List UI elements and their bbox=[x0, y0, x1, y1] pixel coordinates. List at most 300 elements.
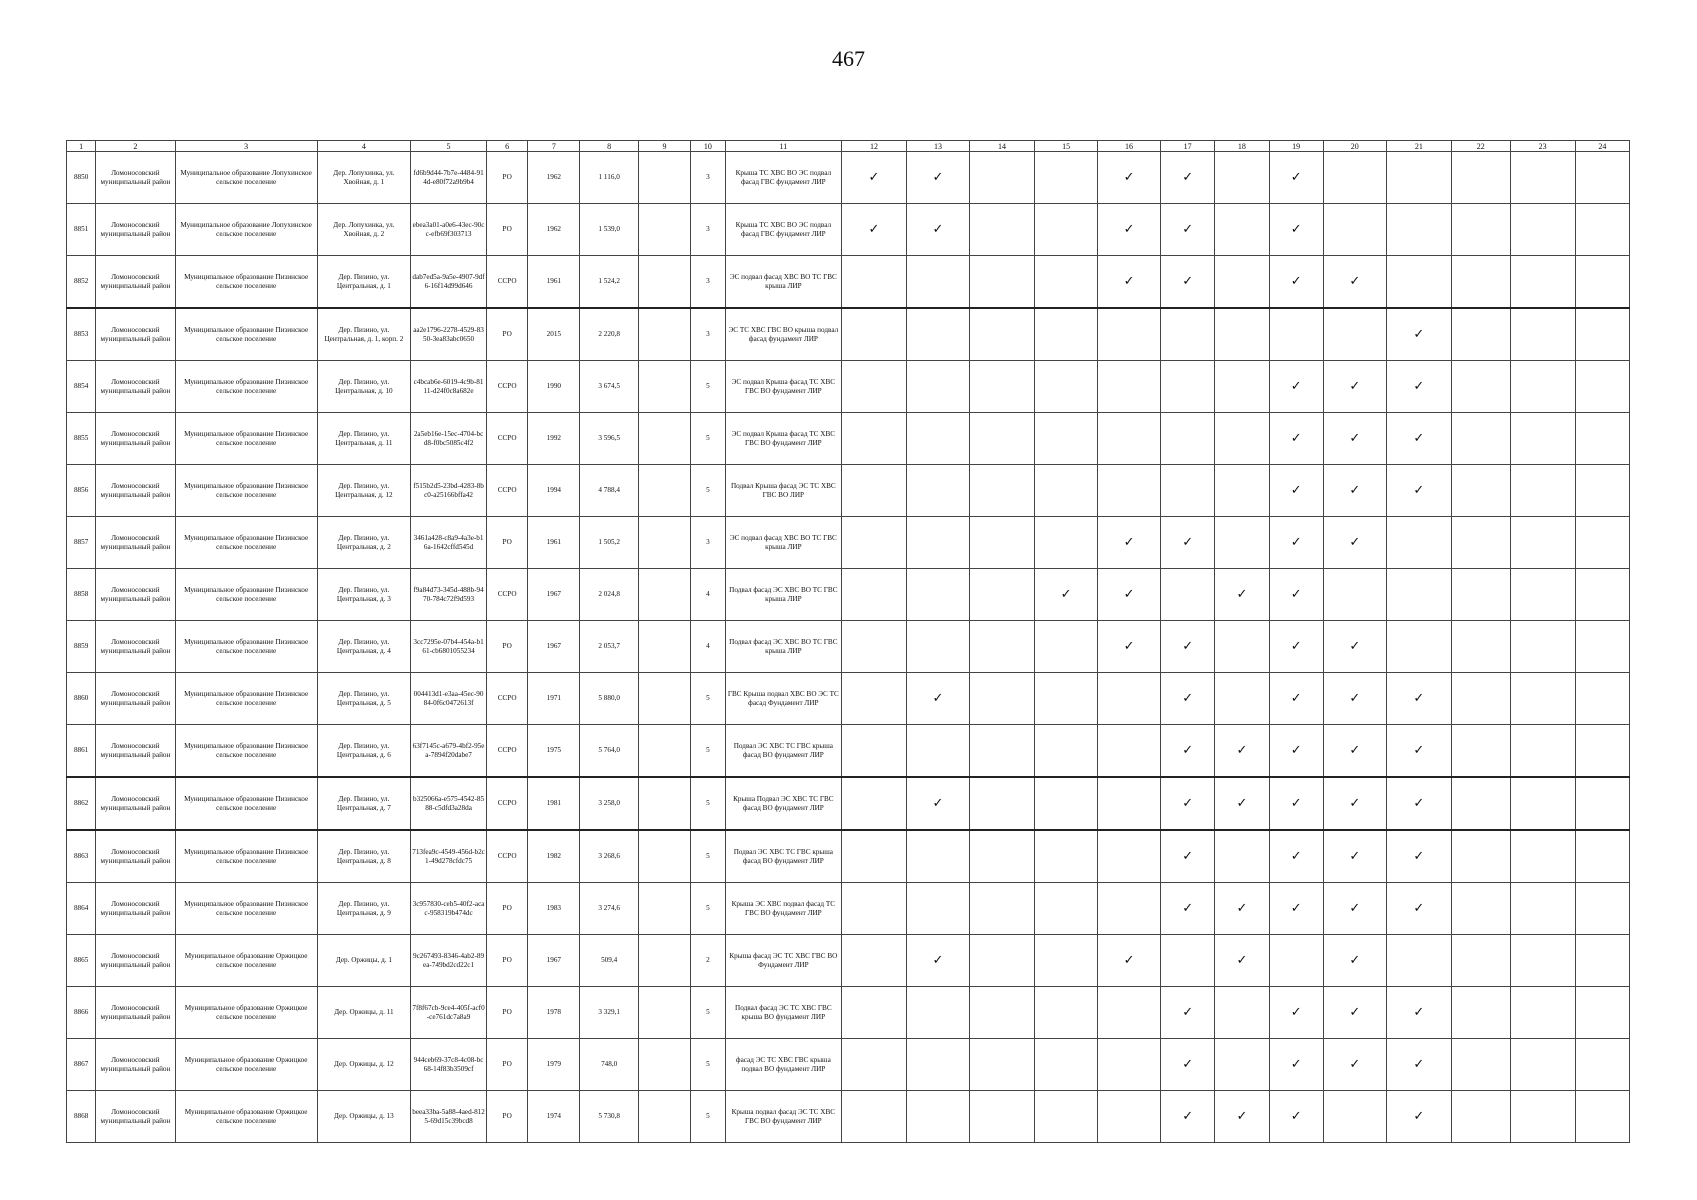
guid-cell: b325066a-e575-4542-8588-c5dfd3a28da bbox=[411, 777, 487, 830]
check-mark-icon: ✓ bbox=[868, 222, 880, 237]
check-cell-col-23 bbox=[1510, 517, 1575, 569]
check-cell-col-21 bbox=[1386, 308, 1451, 361]
check-cell-col-17 bbox=[1161, 1091, 1215, 1143]
check-cell-col-15 bbox=[1035, 830, 1098, 883]
check-cell-col-12 bbox=[841, 777, 906, 830]
guid-cell: 3cc7295e-07b4-454a-b161-cb6801055234 bbox=[411, 621, 487, 673]
works-list-cell: Подвал фасад ЭС ХВС ВО ТС ГВС крыша ЛИР bbox=[725, 621, 841, 673]
col9-cell bbox=[638, 308, 690, 361]
registry-table bbox=[66, 140, 1630, 1143]
check-cell-col-19 bbox=[1269, 1039, 1323, 1091]
check-mark-icon: ✓ bbox=[1413, 327, 1425, 342]
check-mark-icon: ✓ bbox=[1413, 431, 1425, 446]
check-mark-icon: ✓ bbox=[1349, 953, 1361, 968]
year-cell: 1990 bbox=[528, 361, 580, 413]
district-cell: Ломоносовский муниципальный район bbox=[96, 465, 175, 517]
check-mark-icon: ✓ bbox=[1123, 953, 1135, 968]
works-list-cell: Подвал ЭС ХВС ТС ГВС крыша фасад ВО фундамент ЛИР bbox=[725, 725, 841, 778]
check-mark-icon: ✓ bbox=[1349, 1057, 1361, 1072]
check-mark-icon: ✓ bbox=[1413, 691, 1425, 706]
check-cell-col-13 bbox=[907, 152, 970, 204]
address-cell: Дер. Пизино, ул. Центральная, д. 6 bbox=[317, 725, 410, 778]
district-cell: Ломоносовский муниципальный район bbox=[96, 673, 175, 725]
column-number-12: 12 bbox=[841, 141, 906, 152]
col10-cell: 5 bbox=[691, 777, 726, 830]
table-row bbox=[67, 465, 1630, 517]
check-cell-col-12 bbox=[841, 1091, 906, 1143]
year-cell: 1971 bbox=[528, 673, 580, 725]
management-type-cell: РО bbox=[487, 1039, 528, 1091]
check-cell-col-18 bbox=[1215, 308, 1269, 361]
check-cell-col-12 bbox=[841, 256, 906, 309]
check-cell-col-22 bbox=[1451, 621, 1510, 673]
check-cell-col-22 bbox=[1451, 725, 1510, 778]
column-number-24: 24 bbox=[1575, 141, 1629, 152]
check-cell-col-16 bbox=[1098, 465, 1161, 517]
year-cell: 1961 bbox=[528, 517, 580, 569]
column-number-22: 22 bbox=[1451, 141, 1510, 152]
col9-cell bbox=[638, 777, 690, 830]
check-cell-col-22 bbox=[1451, 935, 1510, 987]
check-cell-col-18 bbox=[1215, 204, 1269, 256]
column-number-18: 18 bbox=[1215, 141, 1269, 152]
check-cell-col-23 bbox=[1510, 777, 1575, 830]
check-mark-icon: ✓ bbox=[932, 953, 944, 968]
column-number-14: 14 bbox=[969, 141, 1034, 152]
management-type-cell: ССРО bbox=[487, 256, 528, 309]
check-mark-icon: ✓ bbox=[932, 222, 944, 237]
check-cell-col-18 bbox=[1215, 777, 1269, 830]
guid-cell: ebea3a01-a0e6-43ec-90cc-efb69f303713 bbox=[411, 204, 487, 256]
guid-cell: 2a5eb16e-15ec-4704-bcd8-f0bc5085c4f2 bbox=[411, 413, 487, 465]
check-cell-col-15 bbox=[1035, 152, 1098, 204]
area-cell: 509,4 bbox=[580, 935, 639, 987]
check-cell-col-23 bbox=[1510, 621, 1575, 673]
district-cell: Ломоносовский муниципальный район bbox=[96, 517, 175, 569]
check-cell-col-17 bbox=[1161, 308, 1215, 361]
check-cell-col-12 bbox=[841, 361, 906, 413]
district-cell: Ломоносовский муниципальный район bbox=[96, 830, 175, 883]
col10-cell: 3 bbox=[691, 152, 726, 204]
works-list-cell: Подвал Крыша фасад ЭС ТС ХВС ГВС ВО ЛИР bbox=[725, 465, 841, 517]
management-type-cell: РО bbox=[487, 1091, 528, 1143]
check-mark-icon: ✓ bbox=[1236, 1109, 1248, 1124]
check-cell-col-20 bbox=[1323, 308, 1386, 361]
check-cell-col-20 bbox=[1323, 883, 1386, 935]
col9-cell bbox=[638, 204, 690, 256]
check-cell-col-13 bbox=[907, 935, 970, 987]
year-cell: 1962 bbox=[528, 204, 580, 256]
col10-cell: 5 bbox=[691, 361, 726, 413]
check-mark-icon: ✓ bbox=[1236, 796, 1248, 811]
check-cell-col-18 bbox=[1215, 1039, 1269, 1091]
check-cell-col-14 bbox=[969, 152, 1034, 204]
check-cell-col-24 bbox=[1575, 987, 1629, 1039]
municipality-cell: Муниципальное образование Оржицкое сельское поселение bbox=[175, 987, 317, 1039]
col10-cell: 4 bbox=[691, 621, 726, 673]
year-cell: 1967 bbox=[528, 621, 580, 673]
col10-cell: 5 bbox=[691, 413, 726, 465]
check-mark-icon: ✓ bbox=[1349, 1005, 1361, 1020]
check-cell-col-21 bbox=[1386, 935, 1451, 987]
check-mark-icon: ✓ bbox=[1290, 431, 1302, 446]
check-cell-col-14 bbox=[969, 361, 1034, 413]
check-cell-col-24 bbox=[1575, 1091, 1629, 1143]
col10-cell: 3 bbox=[691, 204, 726, 256]
area-cell: 2 024,8 bbox=[580, 569, 639, 621]
municipality-cell: Муниципальное образование Пизинское сельское поселение bbox=[175, 725, 317, 778]
check-cell-col-13 bbox=[907, 673, 970, 725]
check-cell-col-17 bbox=[1161, 987, 1215, 1039]
check-mark-icon: ✓ bbox=[1290, 535, 1302, 550]
check-cell-col-24 bbox=[1575, 673, 1629, 725]
check-mark-icon: ✓ bbox=[1182, 274, 1194, 289]
check-cell-col-23 bbox=[1510, 830, 1575, 883]
check-cell-col-24 bbox=[1575, 935, 1629, 987]
year-cell: 1978 bbox=[528, 987, 580, 1039]
check-mark-icon: ✓ bbox=[1182, 1005, 1194, 1020]
area-cell: 2 053,7 bbox=[580, 621, 639, 673]
record-number: 8855 bbox=[67, 413, 96, 465]
check-cell-col-21 bbox=[1386, 465, 1451, 517]
check-cell-col-18 bbox=[1215, 361, 1269, 413]
check-mark-icon: ✓ bbox=[1290, 222, 1302, 237]
check-mark-icon: ✓ bbox=[868, 170, 880, 185]
check-cell-col-22 bbox=[1451, 465, 1510, 517]
check-cell-col-17 bbox=[1161, 517, 1215, 569]
works-list-cell: Крыша подвал фасад ЭС ТС ХВС ГВС ВО фундамент ЛИР bbox=[725, 1091, 841, 1143]
check-cell-col-12 bbox=[841, 465, 906, 517]
check-mark-icon: ✓ bbox=[1290, 1005, 1302, 1020]
check-cell-col-18 bbox=[1215, 883, 1269, 935]
check-mark-icon: ✓ bbox=[1060, 587, 1072, 602]
check-cell-col-14 bbox=[969, 308, 1034, 361]
management-type-cell: РО bbox=[487, 883, 528, 935]
address-cell: Дер. Лопухинка, ул. Хвойная, д. 2 bbox=[317, 204, 410, 256]
check-mark-icon: ✓ bbox=[1413, 1005, 1425, 1020]
check-cell-col-19 bbox=[1269, 987, 1323, 1039]
check-cell-col-20 bbox=[1323, 152, 1386, 204]
check-cell-col-16 bbox=[1098, 673, 1161, 725]
col10-cell: 5 bbox=[691, 883, 726, 935]
check-cell-col-24 bbox=[1575, 621, 1629, 673]
record-number: 8851 bbox=[67, 204, 96, 256]
check-cell-col-23 bbox=[1510, 256, 1575, 309]
check-mark-icon: ✓ bbox=[1349, 274, 1361, 289]
check-mark-icon: ✓ bbox=[1182, 691, 1194, 706]
check-cell-col-23 bbox=[1510, 883, 1575, 935]
check-cell-col-23 bbox=[1510, 465, 1575, 517]
check-mark-icon: ✓ bbox=[1290, 483, 1302, 498]
municipality-cell: Муниципальное образование Пизинское сельское поселение bbox=[175, 883, 317, 935]
district-cell: Ломоносовский муниципальный район bbox=[96, 1039, 175, 1091]
record-number: 8860 bbox=[67, 673, 96, 725]
municipality-cell: Муниципальное образование Пизинское сельское поселение bbox=[175, 308, 317, 361]
col10-cell: 5 bbox=[691, 673, 726, 725]
check-cell-col-24 bbox=[1575, 1039, 1629, 1091]
column-number-8: 8 bbox=[580, 141, 639, 152]
area-cell: 3 258,0 bbox=[580, 777, 639, 830]
column-number-17: 17 bbox=[1161, 141, 1215, 152]
check-cell-col-16 bbox=[1098, 413, 1161, 465]
year-cell: 1961 bbox=[528, 256, 580, 309]
check-cell-col-21 bbox=[1386, 725, 1451, 778]
check-mark-icon: ✓ bbox=[1413, 901, 1425, 916]
check-cell-col-18 bbox=[1215, 621, 1269, 673]
check-cell-col-15 bbox=[1035, 987, 1098, 1039]
check-mark-icon: ✓ bbox=[932, 691, 944, 706]
works-list-cell: Подвал фасад ЭС ХВС ВО ТС ГВС крыша ЛИР bbox=[725, 569, 841, 621]
check-cell-col-19 bbox=[1269, 569, 1323, 621]
check-cell-col-13 bbox=[907, 256, 970, 309]
check-cell-col-19 bbox=[1269, 621, 1323, 673]
check-cell-col-16 bbox=[1098, 204, 1161, 256]
check-cell-col-20 bbox=[1323, 673, 1386, 725]
record-number: 8856 bbox=[67, 465, 96, 517]
check-cell-col-20 bbox=[1323, 777, 1386, 830]
check-mark-icon: ✓ bbox=[1290, 691, 1302, 706]
table-row bbox=[67, 152, 1630, 204]
check-cell-col-13 bbox=[907, 725, 970, 778]
column-number-2: 2 bbox=[96, 141, 175, 152]
col10-cell: 5 bbox=[691, 830, 726, 883]
check-cell-col-19 bbox=[1269, 1091, 1323, 1143]
municipality-cell: Муниципальное образование Пизинское сельское поселение bbox=[175, 361, 317, 413]
guid-cell: fd6b9d44-7b7e-4484-914d-e80f72a9b9b4 bbox=[411, 152, 487, 204]
area-cell: 1 524,2 bbox=[580, 256, 639, 309]
management-type-cell: ССРО bbox=[487, 413, 528, 465]
col9-cell bbox=[638, 465, 690, 517]
works-list-cell: Крыша фасад ЭС ТС ХВС ГВС ВО Фундамент ЛИР bbox=[725, 935, 841, 987]
check-cell-col-13 bbox=[907, 1091, 970, 1143]
district-cell: Ломоносовский муниципальный район bbox=[96, 361, 175, 413]
table-row bbox=[67, 517, 1630, 569]
check-cell-col-24 bbox=[1575, 308, 1629, 361]
year-cell: 1992 bbox=[528, 413, 580, 465]
check-cell-col-16 bbox=[1098, 777, 1161, 830]
check-cell-col-23 bbox=[1510, 725, 1575, 778]
check-mark-icon: ✓ bbox=[1413, 796, 1425, 811]
check-cell-col-14 bbox=[969, 204, 1034, 256]
column-number-11: 11 bbox=[725, 141, 841, 152]
check-cell-col-22 bbox=[1451, 204, 1510, 256]
works-list-cell: ЭС подвал фасад ХВС ВО ТС ГВС крыша ЛИР bbox=[725, 517, 841, 569]
column-number-23: 23 bbox=[1510, 141, 1575, 152]
record-number: 8861 bbox=[67, 725, 96, 778]
col9-cell bbox=[638, 569, 690, 621]
table-body bbox=[67, 152, 1630, 1143]
check-cell-col-19 bbox=[1269, 465, 1323, 517]
area-cell: 3 674,5 bbox=[580, 361, 639, 413]
check-cell-col-16 bbox=[1098, 256, 1161, 309]
district-cell: Ломоносовский муниципальный район bbox=[96, 1091, 175, 1143]
check-cell-col-18 bbox=[1215, 830, 1269, 883]
address-cell: Дер. Пизино, ул. Центральная, д. 5 bbox=[317, 673, 410, 725]
check-mark-icon: ✓ bbox=[1182, 1109, 1194, 1124]
table-row bbox=[67, 256, 1630, 309]
table-row bbox=[67, 935, 1630, 987]
works-list-cell: ЭС подвал Крыша фасад ТС ХВС ГВС ВО фундамент ЛИР bbox=[725, 361, 841, 413]
check-cell-col-22 bbox=[1451, 777, 1510, 830]
management-type-cell: ССРО bbox=[487, 673, 528, 725]
check-cell-col-18 bbox=[1215, 1091, 1269, 1143]
check-cell-col-19 bbox=[1269, 256, 1323, 309]
works-list-cell: Крыша ТС ХВС ВО ЭС подвал фасад ГВС фундамент ЛИР bbox=[725, 152, 841, 204]
municipality-cell: Муниципальное образование Оржицкое сельское поселение bbox=[175, 935, 317, 987]
check-cell-col-13 bbox=[907, 1039, 970, 1091]
works-list-cell: ЭС подвал фасад ХВС ВО ТС ГВС крыша ЛИР bbox=[725, 256, 841, 309]
address-cell: Дер. Лопухинка, ул. Хвойная, д. 1 bbox=[317, 152, 410, 204]
check-cell-col-13 bbox=[907, 777, 970, 830]
check-mark-icon: ✓ bbox=[1182, 535, 1194, 550]
check-mark-icon: ✓ bbox=[1349, 431, 1361, 446]
col9-cell bbox=[638, 621, 690, 673]
column-number-20: 20 bbox=[1323, 141, 1386, 152]
check-cell-col-15 bbox=[1035, 413, 1098, 465]
check-cell-col-13 bbox=[907, 569, 970, 621]
area-cell: 4 788,4 bbox=[580, 465, 639, 517]
col9-cell bbox=[638, 1039, 690, 1091]
record-number: 8863 bbox=[67, 830, 96, 883]
check-cell-col-21 bbox=[1386, 987, 1451, 1039]
check-cell-col-23 bbox=[1510, 204, 1575, 256]
district-cell: Ломоносовский муниципальный район bbox=[96, 204, 175, 256]
address-cell: Дер. Пизино, ул. Центральная, д. 8 bbox=[317, 830, 410, 883]
record-number: 8853 bbox=[67, 308, 96, 361]
check-cell-col-15 bbox=[1035, 621, 1098, 673]
check-cell-col-23 bbox=[1510, 152, 1575, 204]
municipality-cell: Муниципальное образование Пизинское сельское поселение bbox=[175, 621, 317, 673]
column-number-5: 5 bbox=[411, 141, 487, 152]
management-type-cell: РО bbox=[487, 308, 528, 361]
check-cell-col-22 bbox=[1451, 1091, 1510, 1143]
check-cell-col-20 bbox=[1323, 1039, 1386, 1091]
check-cell-col-22 bbox=[1451, 517, 1510, 569]
district-cell: Ломоносовский муниципальный район bbox=[96, 935, 175, 987]
check-cell-col-22 bbox=[1451, 1039, 1510, 1091]
col9-cell bbox=[638, 987, 690, 1039]
check-cell-col-17 bbox=[1161, 465, 1215, 517]
check-cell-col-16 bbox=[1098, 987, 1161, 1039]
table-row bbox=[67, 830, 1630, 883]
check-mark-icon: ✓ bbox=[1349, 483, 1361, 498]
check-cell-col-17 bbox=[1161, 256, 1215, 309]
check-mark-icon: ✓ bbox=[1413, 379, 1425, 394]
management-type-cell: ССРО bbox=[487, 725, 528, 778]
check-cell-col-20 bbox=[1323, 361, 1386, 413]
guid-cell: c4bcab6e-6019-4c9b-8111-d24f0c8a682e bbox=[411, 361, 487, 413]
check-cell-col-15 bbox=[1035, 465, 1098, 517]
table-row bbox=[67, 777, 1630, 830]
check-cell-col-21 bbox=[1386, 830, 1451, 883]
address-cell: Дер. Пизино, ул. Центральная, д. 12 bbox=[317, 465, 410, 517]
management-type-cell: РО bbox=[487, 152, 528, 204]
record-number: 8852 bbox=[67, 256, 96, 309]
check-mark-icon: ✓ bbox=[1413, 483, 1425, 498]
municipality-cell: Муниципальное образование Пизинское сельское поселение bbox=[175, 830, 317, 883]
municipality-cell: Муниципальное образование Пизинское сельское поселение bbox=[175, 256, 317, 309]
table-row bbox=[67, 204, 1630, 256]
check-cell-col-18 bbox=[1215, 465, 1269, 517]
record-number: 8866 bbox=[67, 987, 96, 1039]
address-cell: Дер. Оржицы, д. 12 bbox=[317, 1039, 410, 1091]
check-cell-col-13 bbox=[907, 308, 970, 361]
check-cell-col-15 bbox=[1035, 517, 1098, 569]
check-cell-col-12 bbox=[841, 673, 906, 725]
column-number-row bbox=[67, 141, 1630, 152]
district-cell: Ломоносовский муниципальный район bbox=[96, 777, 175, 830]
check-cell-col-17 bbox=[1161, 883, 1215, 935]
area-cell: 3 596,5 bbox=[580, 413, 639, 465]
address-cell: Дер. Пизино, ул. Центральная, д. 1, корп. 2 bbox=[317, 308, 410, 361]
check-mark-icon: ✓ bbox=[1290, 587, 1302, 602]
district-cell: Ломоносовский муниципальный район bbox=[96, 621, 175, 673]
year-cell: 1975 bbox=[528, 725, 580, 778]
check-cell-col-16 bbox=[1098, 569, 1161, 621]
check-cell-col-23 bbox=[1510, 308, 1575, 361]
check-cell-col-12 bbox=[841, 413, 906, 465]
check-cell-col-15 bbox=[1035, 725, 1098, 778]
municipality-cell: Муниципальное образование Оржицкое сельское поселение bbox=[175, 1091, 317, 1143]
check-cell-col-21 bbox=[1386, 777, 1451, 830]
guid-cell: 63f7145c-a679-4bf2-95ea-7894f20dabe7 bbox=[411, 725, 487, 778]
management-type-cell: ССРО bbox=[487, 569, 528, 621]
check-cell-col-14 bbox=[969, 569, 1034, 621]
col10-cell: 5 bbox=[691, 465, 726, 517]
check-cell-col-18 bbox=[1215, 256, 1269, 309]
check-cell-col-17 bbox=[1161, 725, 1215, 778]
management-type-cell: РО bbox=[487, 517, 528, 569]
column-number-21: 21 bbox=[1386, 141, 1451, 152]
check-mark-icon: ✓ bbox=[932, 170, 944, 185]
check-cell-col-12 bbox=[841, 1039, 906, 1091]
check-cell-col-14 bbox=[969, 987, 1034, 1039]
check-cell-col-13 bbox=[907, 204, 970, 256]
check-cell-col-17 bbox=[1161, 935, 1215, 987]
check-cell-col-17 bbox=[1161, 777, 1215, 830]
check-mark-icon: ✓ bbox=[1182, 901, 1194, 916]
works-list-cell: Подвал ЭС ХВС ТС ГВС крыша фасад ВО фундамент ЛИР bbox=[725, 830, 841, 883]
check-cell-col-14 bbox=[969, 465, 1034, 517]
guid-cell: dab7ed5a-9a5e-4907-9df6-16f14d99d646 bbox=[411, 256, 487, 309]
area-cell: 5 730,8 bbox=[580, 1091, 639, 1143]
area-cell: 2 220,8 bbox=[580, 308, 639, 361]
municipality-cell: Муниципальное образование Пизинское сельское поселение bbox=[175, 465, 317, 517]
check-mark-icon: ✓ bbox=[1349, 901, 1361, 916]
guid-cell: 004413d1-e3aa-45ec-9084-0f6c0472613f bbox=[411, 673, 487, 725]
check-cell-col-15 bbox=[1035, 883, 1098, 935]
check-mark-icon: ✓ bbox=[1123, 535, 1135, 550]
address-cell: Дер. Пизино, ул. Центральная, д. 10 bbox=[317, 361, 410, 413]
check-cell-col-22 bbox=[1451, 361, 1510, 413]
check-cell-col-20 bbox=[1323, 465, 1386, 517]
check-mark-icon: ✓ bbox=[1349, 796, 1361, 811]
check-cell-col-15 bbox=[1035, 256, 1098, 309]
check-cell-col-13 bbox=[907, 987, 970, 1039]
check-mark-icon: ✓ bbox=[1290, 274, 1302, 289]
column-number-3: 3 bbox=[175, 141, 317, 152]
check-cell-col-16 bbox=[1098, 621, 1161, 673]
check-mark-icon: ✓ bbox=[1182, 639, 1194, 654]
check-mark-icon: ✓ bbox=[1290, 170, 1302, 185]
check-cell-col-23 bbox=[1510, 413, 1575, 465]
column-number-16: 16 bbox=[1098, 141, 1161, 152]
check-cell-col-20 bbox=[1323, 517, 1386, 569]
check-cell-col-24 bbox=[1575, 569, 1629, 621]
check-cell-col-20 bbox=[1323, 256, 1386, 309]
check-cell-col-12 bbox=[841, 935, 906, 987]
management-type-cell: РО bbox=[487, 935, 528, 987]
